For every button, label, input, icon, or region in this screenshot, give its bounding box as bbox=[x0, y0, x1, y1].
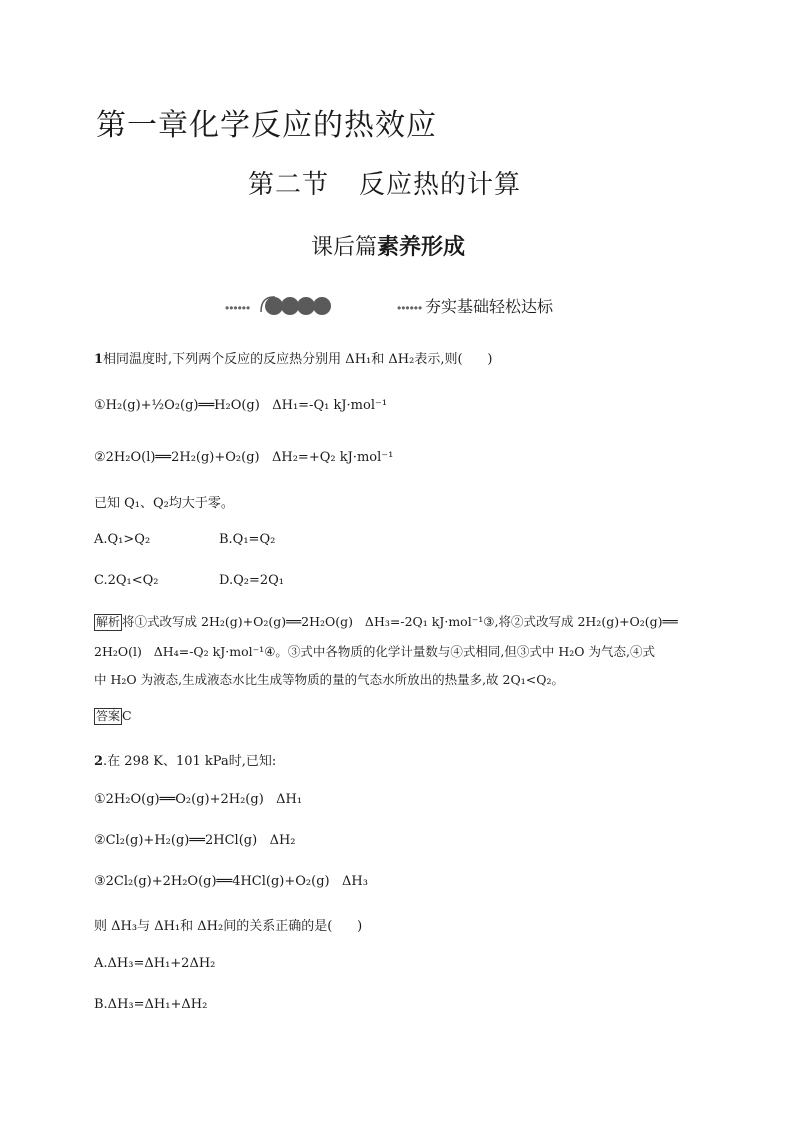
q1-condition: 已知 Q₁、Q₂均大于零。 bbox=[94, 496, 234, 511]
circles-decoration-icon bbox=[257, 294, 333, 316]
q1-answer bbox=[94, 708, 132, 725]
q1-option-d: D.Q₂=2Q₁ bbox=[219, 573, 284, 588]
analysis-label: 解析 bbox=[96, 615, 121, 629]
q1-option-b: B.Q₁=Q₂ bbox=[219, 532, 276, 547]
dots-decoration-left: •••••• bbox=[225, 301, 251, 315]
question-1-number: 1 bbox=[94, 352, 104, 367]
question-2-number: 2 bbox=[94, 754, 104, 769]
answer-label: 答案 bbox=[96, 709, 121, 723]
q1-analysis-line-2: 2H₂O(l) ΔH₄=-Q₂ kJ·mol⁻¹④。③式中各物质的化学计量数与④式相同,但③式中 H₂O 为气态,④式 bbox=[94, 644, 655, 659]
q2-question: 则 ΔH₃与 ΔH₁和 ΔH₂间的关系正确的是( ) bbox=[94, 919, 363, 934]
q1-analysis-line-1: 解析 将①式改写成 2H₂(g)+O₂(g)══2H₂O(g) ΔH₃=-2Q₁ kJ·mol⁻¹③,将②式改写成 2H₂(g)+O₂(g)══ bbox=[96, 614, 678, 629]
q1-analysis-line-3: 中 H₂O 为液态,生成液态水比生成等物质的量的气态水所放出的热量多,故 2Q₁<Q₂。 bbox=[94, 672, 564, 687]
q2-option-a: A.ΔH₃=ΔH₁+2ΔH₂ bbox=[94, 956, 216, 971]
subtitle-part-a: 课后篇 bbox=[311, 235, 378, 260]
question-1-stem: 1相同温度时,下列两个反应的反应热分别用 ΔH₁和 ΔH₂表示,则( ) bbox=[94, 352, 493, 367]
question-2-stem: 2.在 298 K、101 kPa时,已知: bbox=[94, 754, 277, 769]
q1-option-c: C.2Q₁<Q₂ bbox=[94, 573, 159, 588]
q2-equation-3: ③2Cl₂(g)+2H₂O(g)══4HCl(g)+O₂(g) ΔH₃ bbox=[94, 874, 368, 889]
q2-option-b: B.ΔH₃=ΔH₁+ΔH₂ bbox=[94, 997, 208, 1012]
banner-text: 夯实基础轻松达标 bbox=[425, 297, 554, 316]
chapter-title: 第一章化学反应的热效应 bbox=[96, 108, 437, 143]
section-number: 第二节 bbox=[248, 170, 330, 200]
q1-equation-1: ①H₂(g)+½O₂(g)══H₂O(g) ΔH₁=-Q₁ kJ·mol⁻¹ bbox=[94, 398, 388, 413]
q1-option-a: A.Q₁>Q₂ bbox=[94, 532, 151, 547]
answer-value: C bbox=[122, 708, 132, 723]
subtitle bbox=[311, 230, 465, 261]
q1-equation-2: ②2H₂O(l)══2H₂(g)+O₂(g) ΔH₂=+Q₂ kJ·mol⁻¹ bbox=[94, 450, 394, 465]
q2-equation-1: ①2H₂O(g)══O₂(g)+2H₂(g) ΔH₁ bbox=[94, 792, 303, 807]
dots-decoration-right: •••••• bbox=[397, 301, 423, 315]
section-title bbox=[248, 164, 521, 201]
section-name: 反应热的计算 bbox=[359, 170, 522, 200]
section-banner bbox=[225, 290, 585, 320]
subtitle-part-b: 素养形成 bbox=[377, 235, 466, 260]
q2-equation-2: ②Cl₂(g)+H₂(g)══2HCl(g) ΔH₂ bbox=[94, 833, 296, 848]
